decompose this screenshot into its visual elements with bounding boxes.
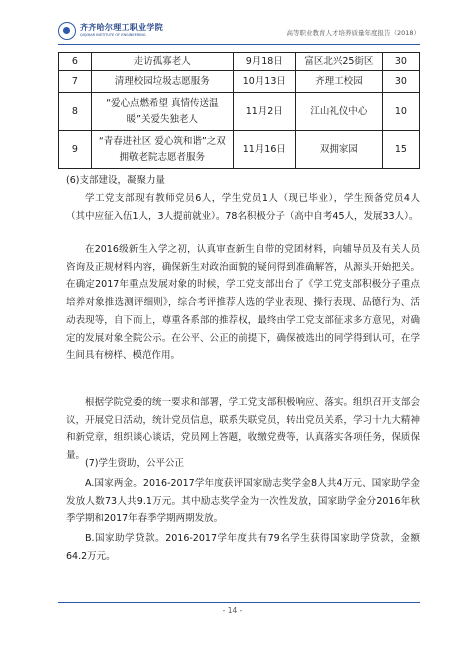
table-row bbox=[59, 71, 420, 93]
activities-table bbox=[58, 52, 420, 169]
activity-place: 齐理工校园 bbox=[295, 71, 382, 93]
school-name-cn: 齐齐哈尔理工职业学院 bbox=[80, 23, 163, 32]
activity-name: “青春进社区 爱心筑和谐”之双拥敬老院志愿者服务 bbox=[91, 131, 233, 169]
footer-divider bbox=[58, 602, 420, 603]
activity-date: 9月18日 bbox=[233, 53, 295, 71]
participant-count: 30 bbox=[382, 53, 419, 71]
table-row bbox=[59, 53, 420, 71]
row-number: 9 bbox=[59, 131, 92, 169]
party-selection-paragraph: 在2016级新生入学之初，认真审查新生自带的党团材料，向辅导员及有关人员咨询及正规材料内容，确保新生对政治面貌的疑问得到准确解答，从源头开始把关。在确定2017年重点发展对象的时候，学工党支部出台了《学工党支部积极分子重点培养对象推选测评细则》，综合考评推荐人选的学业表现、操行表现、品德行为、活动表现等，自下而上，尊重各系部的推荐权，最终由学工党支部征求多方意见，对确定的发展对象全院公示。在公平、公正的前提下，确保被选出的同学得到认可，在学生间具有榜样、模范作用。 bbox=[66, 244, 420, 362]
student-aid-heading: (7)学生资助，公平公正 bbox=[85, 458, 184, 469]
party-building-heading: (6)支部建设，凝聚力量 bbox=[66, 175, 165, 186]
activity-name: “爱心点燃希望 真情传送温暖”关爱失独老人 bbox=[91, 93, 233, 131]
student-loans-paragraph: B.国家助学贷款。2016-2017学年度共有79名学生获得国家助学贷款，金额64.2万元。 bbox=[66, 533, 420, 562]
activity-date: 11月16日 bbox=[233, 131, 295, 169]
page-number: - 14 - bbox=[222, 606, 243, 615]
school-logo-icon bbox=[58, 22, 76, 40]
school-name-en: QIQIHAR INSTITUTE OF ENGINEERING bbox=[80, 33, 146, 37]
table-row bbox=[59, 93, 420, 131]
activity-name: 走访孤寡老人 bbox=[91, 53, 233, 71]
report-title: 高等职业教育人才培养质量年度报告（2018） bbox=[286, 29, 420, 37]
party-membership-paragraph: 学工党支部现有教师党员6人，学生党员1人（现已毕业），学生预备党员4人（其中应征入伍1人，3人提前就业）。78名积极分子（高中自考45人，发展33人）。 bbox=[66, 193, 420, 222]
page-header bbox=[58, 22, 420, 42]
participant-count: 15 bbox=[382, 131, 419, 169]
participant-count: 10 bbox=[382, 93, 419, 131]
row-number: 7 bbox=[59, 71, 92, 93]
party-tasks-paragraph: 根据学院党委的统一要求和部署，学工党支部积极响应、落实。组织召开支部会议，开展党日活动，统计党员信息，联系失联党员，转出党员关系，学习十九大精神和新党章，组织谈心谈话，党员网上答题，收缴党费等，认真落实各项任务，保质保量。 bbox=[66, 397, 420, 462]
activity-name: 清理校园垃圾志愿服务 bbox=[91, 71, 233, 93]
header-divider bbox=[58, 44, 420, 45]
national-grants-paragraph: A.国家两金。2016-2017学年度获评国家励志奖学金8人共4万元、国家助学金发放人数73人共9.1万元。其中励志奖学金为一次性发放，国家助学金分2016年秋季学期和2017年春季学期两期发放。 bbox=[66, 478, 420, 525]
activity-date: 11月2日 bbox=[233, 93, 295, 131]
activity-date: 10月13日 bbox=[233, 71, 295, 93]
row-number: 6 bbox=[59, 53, 92, 71]
row-number: 8 bbox=[59, 93, 92, 131]
table-row bbox=[59, 131, 420, 169]
activity-place: 双拥家园 bbox=[295, 131, 382, 169]
participant-count: 30 bbox=[382, 71, 419, 93]
activity-place: 富区北兴25街区 bbox=[295, 53, 382, 71]
activity-place: 江山礼仪中心 bbox=[295, 93, 382, 131]
